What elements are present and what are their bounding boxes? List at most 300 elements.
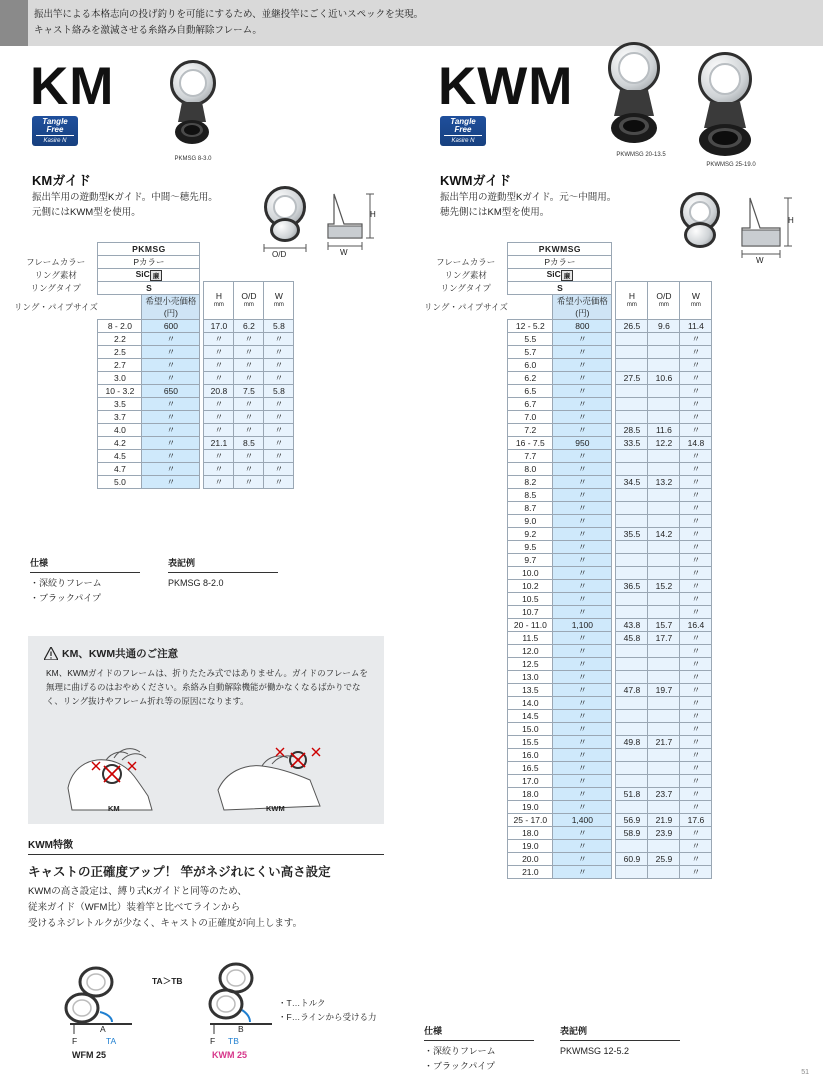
caution-title: KM、KWM共通のご注意 [62,648,179,660]
cell-price: 〃 [553,372,612,385]
table-row [14,359,294,372]
cell-size: 6.0 [508,359,553,372]
km-spec-item-0: ・深絞りフレーム [30,578,102,588]
kwm-legend-2: ・F…ラインから受ける力 [278,1012,377,1022]
cell-size: 8.7 [508,502,553,515]
cell-od: 14.2 [648,528,680,541]
row-spacer [424,463,508,476]
cell-size: 4.5 [98,450,142,463]
cell-h [616,658,648,671]
kwm-fig-caption-right: KWM 25 [212,1050,248,1060]
cell-h: 〃 [204,463,234,476]
table-row [424,606,712,619]
cell-w: 〃 [680,528,712,541]
cell-price: 〃 [142,437,200,450]
kwm-part-code-1: PKWMSG 20-13.5 [616,152,666,158]
row-spacer [14,385,98,398]
cell-h: 47.8 [616,684,648,697]
cell-w: 〃 [680,502,712,515]
kwm-section-description [440,190,670,220]
table-row [424,853,712,866]
km-tanglefree-badge [32,116,78,146]
cell-w: 〃 [680,489,712,502]
banner-line-2: キャスト絡みを激減させる糸絡み自動解除フレーム。 [34,25,262,36]
table-row [424,359,712,372]
sic-mark-icon: 廉 [150,270,163,281]
cell-h [616,398,648,411]
cell-price: 〃 [553,567,612,580]
table-row [424,593,712,606]
cell-h: 20.8 [204,385,234,398]
cell-w: 〃 [680,359,712,372]
row-spacer [424,840,508,853]
cell-size: 9.5 [508,541,553,554]
row-spacer [424,619,508,632]
kwm-feature-diagram [60,962,310,1052]
cell-size: 18.0 [508,827,553,840]
table-row [424,632,712,645]
table-row [424,372,712,385]
km-spec-item-1: ・ブラックパイプ [30,593,102,603]
row-spacer [424,411,508,424]
banner-tab-block [0,0,28,46]
km-notation-value: PKMSG 8-2.0 [168,578,224,588]
table-row [424,749,712,762]
kwm-table-name: PKWMSG [508,243,612,256]
cell-h: 51.8 [616,788,648,801]
cell-size: 16 - 7.5 [508,437,553,450]
cell-w: 〃 [264,359,294,372]
cell-w: 〃 [264,450,294,463]
cell-h: 〃 [204,333,234,346]
km-badge-line3: Kasire N [36,135,74,146]
cell-w: 〃 [680,853,712,866]
cell-price: 〃 [142,359,200,372]
row-spacer [14,424,98,437]
cell-w: 〃 [680,827,712,840]
banner-text [34,7,734,39]
row-spacer [424,489,508,502]
warning-icon [44,647,58,660]
cell-od: 10.6 [648,372,680,385]
cell-od [648,554,680,567]
table-row [424,801,712,814]
cell-price: 〃 [553,827,612,840]
cell-od: 〃 [234,411,264,424]
cell-price: 〃 [553,463,612,476]
row-spacer [14,450,98,463]
cell-w: 〃 [680,775,712,788]
km-title: KM [30,57,115,116]
banner-line-1: 振出竿による本格志向の投げ釣りを可能にするため、並継投竿にごく近いスペックを実現。 [34,9,424,20]
cell-od [648,385,680,398]
row-spacer [424,450,508,463]
cell-price: 〃 [553,684,612,697]
cell-h [616,554,648,567]
km-spec-items [30,576,102,606]
cell-w: 〃 [680,515,712,528]
cell-od [648,502,680,515]
cell-price: 〃 [553,736,612,749]
cell-w: 16.4 [680,619,712,632]
row-spacer [424,645,508,658]
table-row [424,840,712,853]
cell-od [648,333,680,346]
cell-w: 〃 [680,723,712,736]
cell-od: 12.2 [648,437,680,450]
cell-price: 〃 [142,411,200,424]
cell-h: 34.5 [616,476,648,489]
kwm-ring-type-value: S [508,282,612,295]
table-row [424,723,712,736]
cell-od [648,840,680,853]
table-row [424,398,712,411]
cell-price: 600 [142,320,200,333]
table-row [424,502,712,515]
cell-h: 〃 [204,346,234,359]
cell-size: 7.7 [508,450,553,463]
km-table-body [14,320,294,489]
km-frame-color-row [14,256,294,269]
cell-h [616,411,648,424]
table-row [424,411,712,424]
cell-size: 8.2 [508,476,553,489]
cell-od: 25.9 [648,853,680,866]
kwm-size-label: リング・パイプサイズ [424,302,508,312]
cell-price: 〃 [553,359,612,372]
cell-h: 33.5 [616,437,648,450]
cell-h [616,502,648,515]
cell-price: 〃 [553,450,612,463]
table-row [14,372,294,385]
kwm-table-body [424,320,712,879]
kwm-label-tb: TB [228,1036,239,1046]
cell-od: 13.2 [648,476,680,489]
cell-price: 〃 [553,424,612,437]
cell-od [648,801,680,814]
row-spacer [14,320,98,333]
cell-size: 20.0 [508,853,553,866]
cell-size: 12.5 [508,658,553,671]
table-row [424,814,712,827]
row-spacer [424,632,508,645]
cell-price: 〃 [553,476,612,489]
cell-w: 14.8 [680,437,712,450]
cell-h [616,593,648,606]
cell-price: 〃 [553,632,612,645]
cell-price: 〃 [553,697,612,710]
cell-h [616,775,648,788]
cell-h: 〃 [204,476,234,489]
cell-price: 〃 [553,671,612,684]
cell-w: 〃 [680,749,712,762]
kwm-spec-items [424,1044,496,1074]
kwm-notation-label: 表記例 [560,1026,588,1036]
cell-size: 2.5 [98,346,142,359]
cell-h [616,840,648,853]
cell-od [648,645,680,658]
caution-box [28,636,384,824]
cell-w: 〃 [264,424,294,437]
cell-size: 2.7 [98,359,142,372]
km-sic-text: SiC [135,269,150,280]
cell-h: 35.5 [616,528,648,541]
table-row [424,346,712,359]
cell-size: 8 - 2.0 [98,320,142,333]
cell-h: 43.8 [616,619,648,632]
table-row [14,346,294,359]
table-row [424,775,712,788]
cell-w: 〃 [680,411,712,424]
cell-h: 45.8 [616,632,648,645]
cell-h [616,697,648,710]
cell-size: 9.7 [508,554,553,567]
cell-od [648,671,680,684]
cell-size: 14.5 [508,710,553,723]
kwm-fig-caption-left: WFM 25 [72,1050,107,1060]
cell-h: 〃 [204,411,234,424]
kwm-spec-rule [424,1040,534,1041]
kwm-dim-h-label: H [788,216,794,225]
cell-price: 〃 [553,411,612,424]
cell-od: 〃 [234,372,264,385]
cell-w: 17.6 [680,814,712,827]
cell-price: 〃 [553,801,612,814]
cell-w: 〃 [680,866,712,879]
cell-h [616,866,648,879]
cell-w: 〃 [680,463,712,476]
sic-mark-icon-2: 廉 [561,270,574,281]
cell-od [648,450,680,463]
table-row [424,866,712,879]
km-ring-type-label: リングタイプ [30,283,81,293]
table-row [424,515,712,528]
cell-h [616,710,648,723]
cell-w: 〃 [680,684,712,697]
cell-h [616,333,648,346]
cell-h: 〃 [204,359,234,372]
cell-od [648,749,680,762]
kwm-legend-1: ・T…トルク [278,998,326,1008]
table-row [14,320,294,333]
km-frame-color-value: Pカラー [98,256,200,269]
row-spacer [424,775,508,788]
table-row [424,463,712,476]
cell-price: 〃 [553,489,612,502]
cell-price: 〃 [142,346,200,359]
caution-fig-right-label: KWM [266,804,285,813]
cell-price: 〃 [553,528,612,541]
km-ring-material-label: リング素材 [34,270,77,280]
cell-h [616,606,648,619]
kwm-ring-type-label: リングタイプ [440,283,491,293]
km-spec-rule [30,572,140,573]
row-spacer [424,580,508,593]
row-spacer [424,398,508,411]
cell-h [616,723,648,736]
kwm-dim-header-od: O/D mm [648,282,680,320]
row-spacer [424,424,508,437]
row-spacer [424,437,508,450]
table-row [424,320,712,333]
cell-h: 60.9 [616,853,648,866]
kwm-frame-color-value: Pカラー [508,256,612,269]
cell-w: 〃 [680,606,712,619]
cell-od: 〃 [234,333,264,346]
km-section-description [32,190,252,220]
cell-h: 27.5 [616,372,648,385]
cell-price: 〃 [553,385,612,398]
cell-price: 〃 [553,333,612,346]
cell-price: 〃 [553,866,612,879]
cell-od [648,398,680,411]
km-ring-type-row [14,282,294,295]
table-row [424,476,712,489]
km-product-photo [160,58,224,154]
table-row [424,385,712,398]
table-row [14,424,294,437]
cell-od [648,658,680,671]
cell-size: 3.7 [98,411,142,424]
cell-size: 5.7 [508,346,553,359]
kwm-ta-tb-label: TA＞TB [152,976,183,986]
cell-price: 〃 [553,606,612,619]
table-row [424,489,712,502]
cell-od [648,346,680,359]
cell-h [616,541,648,554]
cell-w: 〃 [264,411,294,424]
cell-size: 21.0 [508,866,553,879]
kwm-product-photo-2 [690,50,774,160]
table-row [424,554,712,567]
table-row [14,437,294,450]
km-price-header: 希望小売価格(円) [142,295,200,320]
cell-w: 〃 [680,424,712,437]
cell-size: 4.2 [98,437,142,450]
row-spacer [424,372,508,385]
cell-w: 〃 [680,450,712,463]
cell-price: 〃 [553,840,612,853]
cell-w: 〃 [680,567,712,580]
caution-body: KM、KWMガイドのフレームは、折りたたみ式ではありません。ガイドのフレームを無理に曲げるのはおやめください。糸絡み自動解除機能が働かなくなるばかりでなく、リング抜けやフレーム折れ等の原因になります。 [46,668,368,706]
km-dim-header-w: W mm [264,282,294,320]
cell-od [648,723,680,736]
row-spacer [14,359,98,372]
cell-size: 16.0 [508,749,553,762]
cell-price: 〃 [553,645,612,658]
cell-size: 10.0 [508,567,553,580]
cell-size: 5.0 [98,476,142,489]
row-spacer [424,515,508,528]
table-row [424,710,712,723]
row-spacer [424,658,508,671]
kwm-frame-color-row [424,256,712,269]
table-row [424,684,712,697]
cell-w: 〃 [680,541,712,554]
cell-size: 2.2 [98,333,142,346]
size-header-spacer [508,295,553,320]
row-spacer [424,554,508,567]
cell-h [616,567,648,580]
cell-w: 〃 [680,593,712,606]
row-spacer [424,801,508,814]
km-notation-rule [168,572,278,573]
km-ring-type-value: S [98,282,200,295]
cell-od: 15.7 [648,619,680,632]
cell-price: 〃 [553,554,612,567]
cell-w: 5.8 [264,385,294,398]
cell-w: 〃 [264,333,294,346]
kwm-table-name-row [424,243,712,256]
cell-od [648,606,680,619]
cell-size: 8.0 [508,463,553,476]
row-spacer [424,476,508,489]
table-row [14,463,294,476]
row-spacer [424,814,508,827]
cell-h [616,762,648,775]
cell-price: 〃 [553,580,612,593]
cell-size: 20 - 11.0 [508,619,553,632]
km-ring-material-row [14,269,294,282]
table-row [424,333,712,346]
cell-w: 〃 [680,762,712,775]
kwm-label-a: A [100,1024,106,1034]
km-dim-w-label: W [340,248,348,257]
kwm-ring-material-label: リング素材 [444,270,487,280]
cell-od [648,710,680,723]
row-spacer [424,528,508,541]
cell-price: 〃 [553,762,612,775]
cell-h: 〃 [204,398,234,411]
cell-h: 〃 [204,372,234,385]
cell-od: 9.6 [648,320,680,333]
cell-h [616,645,648,658]
row-spacer [424,606,508,619]
cell-size: 8.5 [508,489,553,502]
cell-size: 12.0 [508,645,553,658]
cell-price: 〃 [553,710,612,723]
top-banner [0,0,823,46]
cell-size: 16.5 [508,762,553,775]
cell-w: 〃 [680,788,712,801]
cell-w: 〃 [680,554,712,567]
km-badge-line1: Tangle [42,117,68,126]
cell-od [648,697,680,710]
row-spacer [424,593,508,606]
cell-price: 〃 [553,398,612,411]
km-dim-header-h: H mm [204,282,234,320]
row-spacer [424,749,508,762]
caution-fig-left-label: KM [108,804,120,813]
cell-price: 〃 [142,424,200,437]
cell-price: 800 [553,320,612,333]
cell-price: 〃 [553,749,612,762]
km-notation-label: 表記例 [168,558,196,568]
km-ring-material-value [98,269,200,282]
cell-price: 〃 [553,502,612,515]
kwm-spec-item-1: ・ブラックパイプ [424,1061,496,1071]
table-row [424,762,712,775]
cell-w: 〃 [680,645,712,658]
table-row [14,411,294,424]
table-row [424,437,712,450]
kwm-frame-color-label: フレームカラー [436,257,496,267]
cell-h: 17.0 [204,320,234,333]
table-row [14,398,294,411]
cell-price: 〃 [553,346,612,359]
kwm-label-ta: TA [106,1036,117,1046]
cell-price: 〃 [553,541,612,554]
